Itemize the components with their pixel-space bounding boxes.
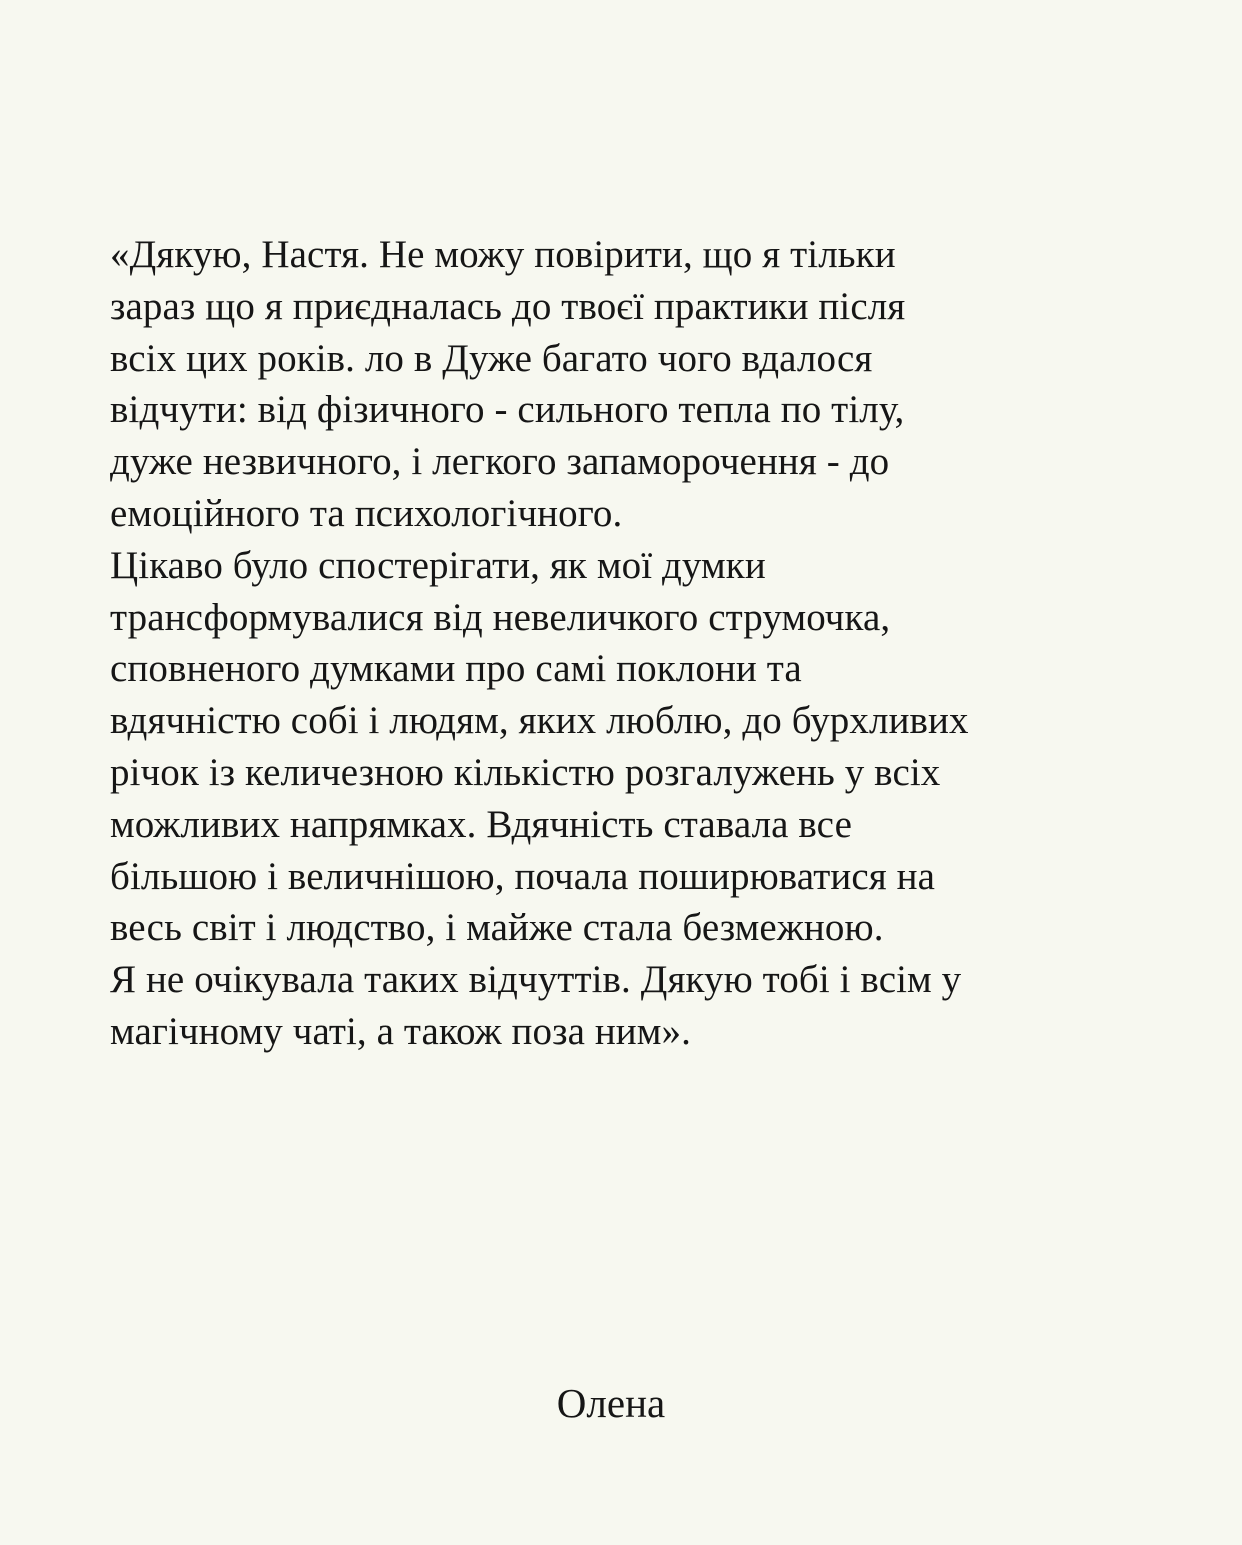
testimonial-line: весь світ і людство, і майже стала безмежною. <box>110 906 884 950</box>
testimonial-line: дуже незвичного, і легкого запаморочення - до <box>110 440 890 484</box>
testimonial-line: вдячністю собі і людям, яких люблю, до бурхливих <box>110 699 969 743</box>
testimonial-line: можливих напрямках. Вдячність ставала все <box>110 802 852 846</box>
testimonial-line: емоційного та психологічного. <box>110 491 623 535</box>
testimonial-line: «Дякую, Настя. Не можу повірити, що я тільки <box>110 233 896 276</box>
testimonial-line: магічному чаті, а також поза ним». <box>110 1009 692 1053</box>
testimonial-line: більшою і величнішою, почала поширюватися на <box>110 854 935 898</box>
testimonial-text <box>110 229 1210 1058</box>
testimonial-line: трансформувалися від невеличкого струмочка, <box>110 595 891 639</box>
testimonial-line: сповненого думками про самі поклони та <box>110 647 802 691</box>
testimonial-line: всіх цих років. ло в Дуже багато чого вдалося <box>110 336 873 380</box>
testimonial-line: Цікаво було спостерігати, як мої думки <box>110 543 766 587</box>
testimonial-line: зараз що я приєдналась до твоєї практики після <box>110 284 906 328</box>
author-name: Олена <box>556 1380 666 1426</box>
testimonial-line: річок із келичезною кількістю розгалужень у всіх <box>110 750 941 794</box>
testimonial-line: Я не очікувала таких відчуттів. Дякую тобі і всім у <box>110 958 962 1002</box>
testimonial-line: відчути: від фізичного - сильного тепла по тілу, <box>110 388 905 432</box>
